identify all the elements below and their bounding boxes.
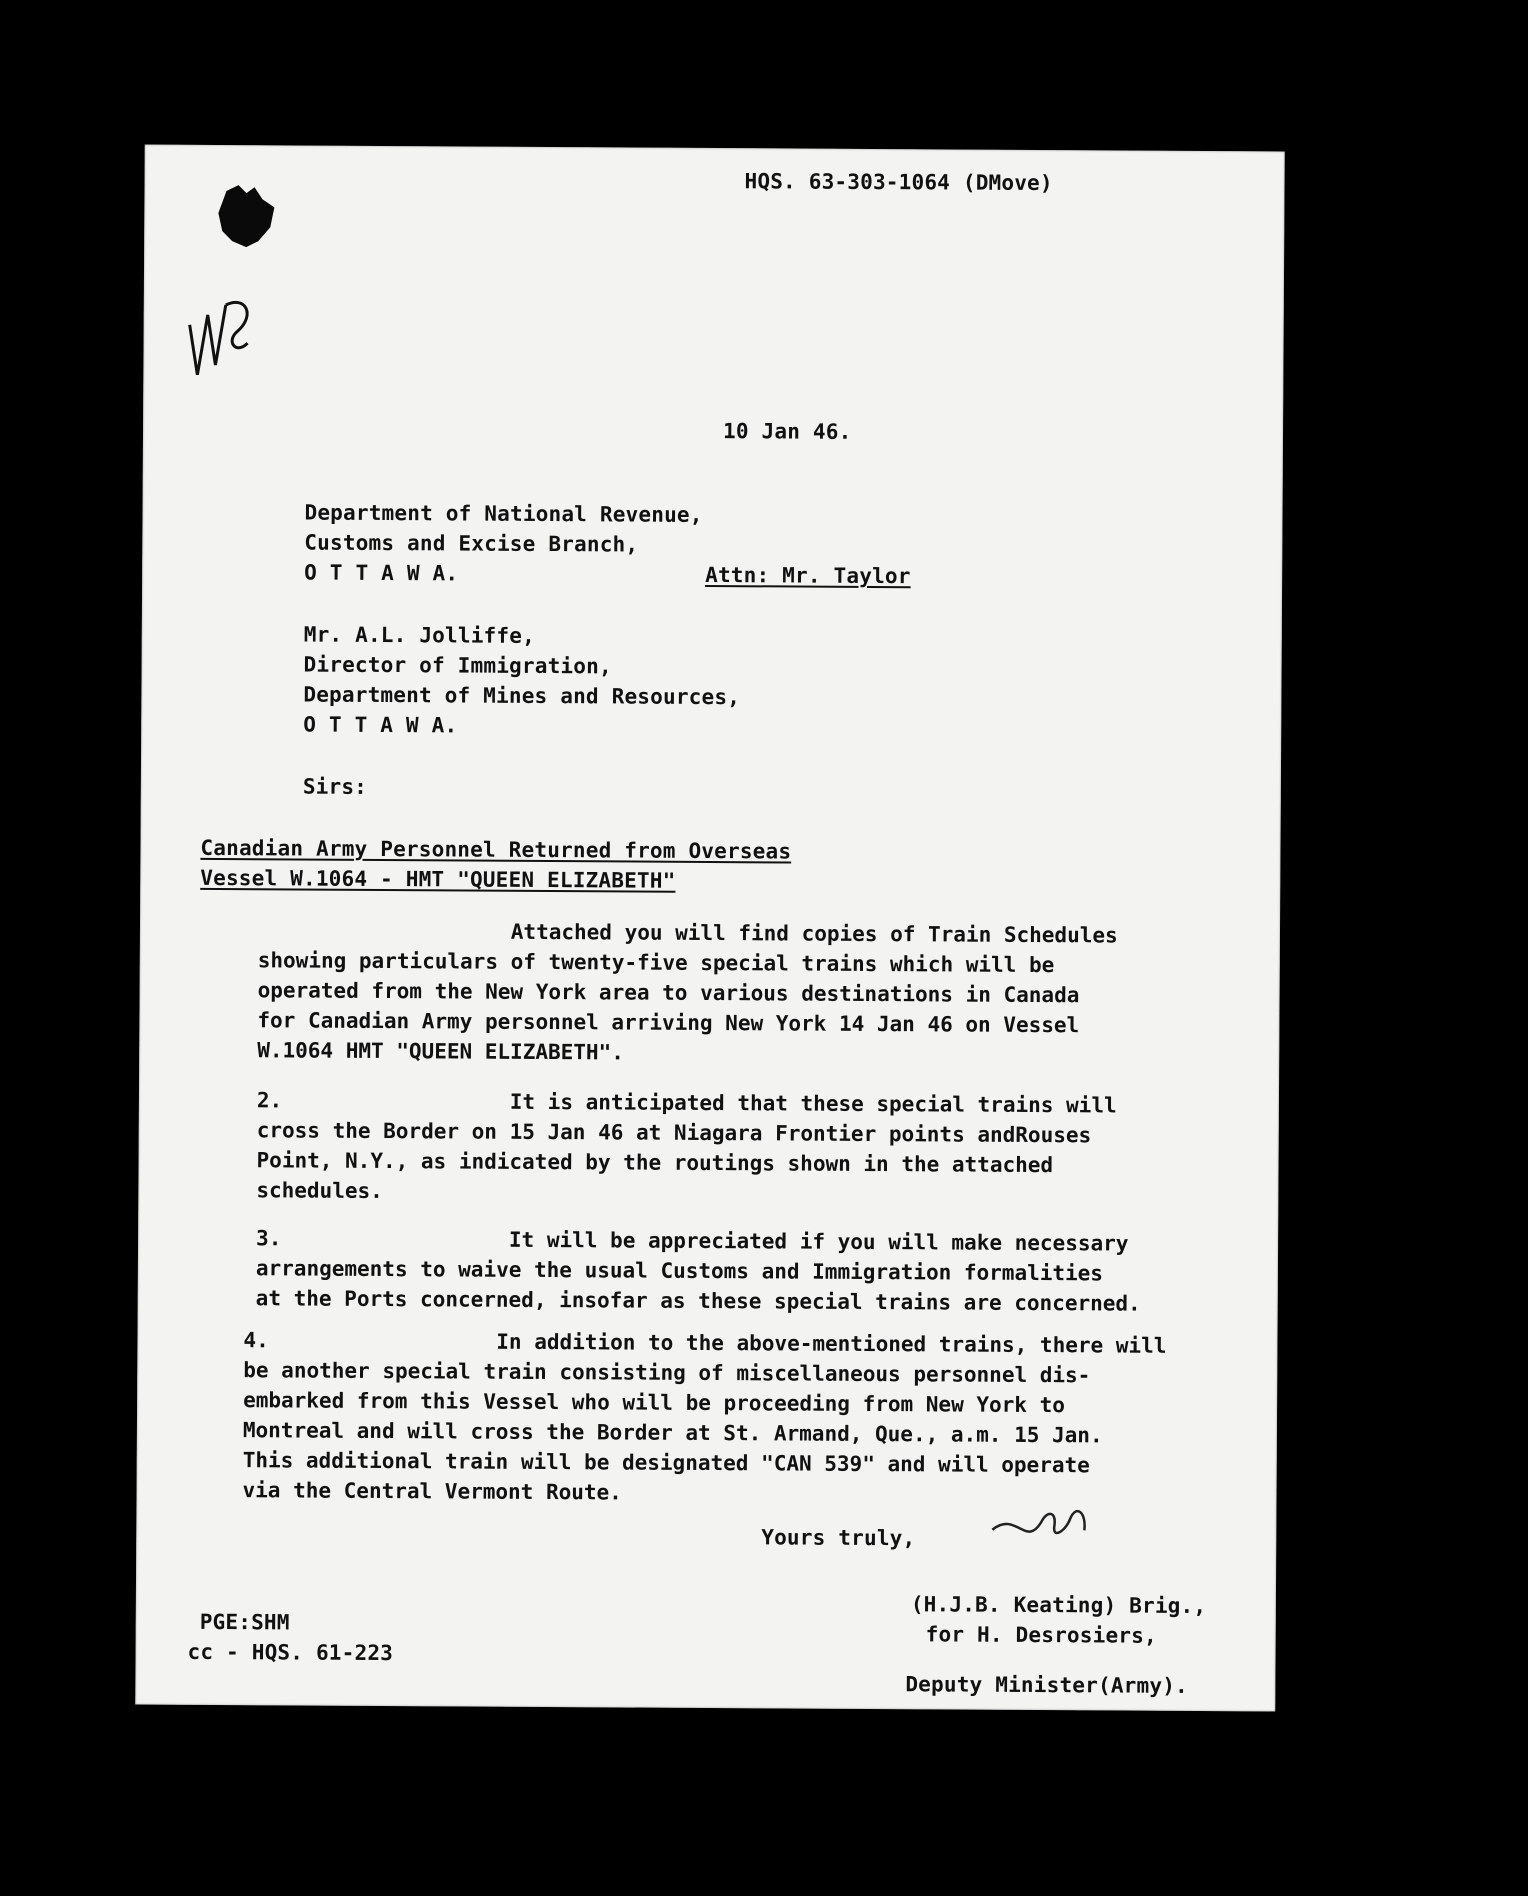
file-reference: HQS. 63-303-1064 (DMove) (744, 169, 1053, 196)
paragraph-1: Attached you will find copies of Train Schedules showing particulars of twenty-five special trains which will be operated from the New York area to various destinations in Canada for Canadian Army personnel arriving New York 14 Jan 46 on Vessel W.1064 HMT "QUEEN ELIZABETH". (257, 918, 1118, 1065)
handwritten-signature-mark (986, 1490, 1096, 1561)
cc-reference: cc - HQS. 61-223 (187, 1639, 394, 1666)
recipient2-line3: Department of Mines and Resources, (303, 682, 741, 710)
salutation: Sirs: (302, 774, 368, 799)
ink-blot-mark (216, 183, 276, 251)
letter-sheet (135, 145, 1285, 1712)
subject-line1: Canadian Army Personnel Returned from Overseas (200, 835, 792, 864)
paragraph-3: 3. It will be appreciated if you will make necessary arrangements to waive the usual Customs and Immigration formalities at the Ports concerned, insofar as these special trains are concerned. (255, 1226, 1141, 1316)
paragraph-2: 2. It is anticipated that these special trains will cross the Border on 15 Jan 46 at Niagara Frontier points andRouses Point, N.Y., as indicated by the routings shown in the attached schedules. (256, 1088, 1117, 1204)
recipient2-line4: O T T A W A. (303, 712, 458, 738)
recipient1-line3: O T T A W A. (304, 560, 459, 586)
signature-name: (H.J.B. Keating) Brig., (910, 1592, 1207, 1619)
paragraph-4: 4. In addition to the above-mentioned trains, there will be another special train consisting of miscellaneous personnel dis- embarked from this Vessel who will be proceeding from New York to Montreal and will cross the Border at St. Armand, Que., a.m. 15 Jan. This additional train will be designated "CAN 539" and will operate via the Central Vermont Route. (242, 1328, 1167, 1505)
recipient2-line1: Mr. A.L. Jolliffe, (303, 622, 536, 648)
typist-initials: PGE:SHM (199, 1609, 290, 1635)
letter-date: 10 Jan 46. (722, 419, 852, 444)
attention-line: Attn: Mr. Taylor (705, 562, 911, 589)
signature-for: for H. Desrosiers, (925, 1622, 1157, 1648)
closing: Yours truly, (761, 1525, 916, 1551)
recipient1-line1: Department of National Revenue, (304, 500, 703, 527)
subject-line2: Vessel W.1064 - HMT "QUEEN ELIZABETH" (200, 865, 676, 893)
recipient2-line2: Director of Immigration, (303, 652, 612, 679)
handwritten-initials-mark (185, 285, 260, 385)
signature-title: Deputy Minister(Army). (905, 1672, 1189, 1698)
recipient1-line2: Customs and Excise Branch, (304, 530, 639, 557)
